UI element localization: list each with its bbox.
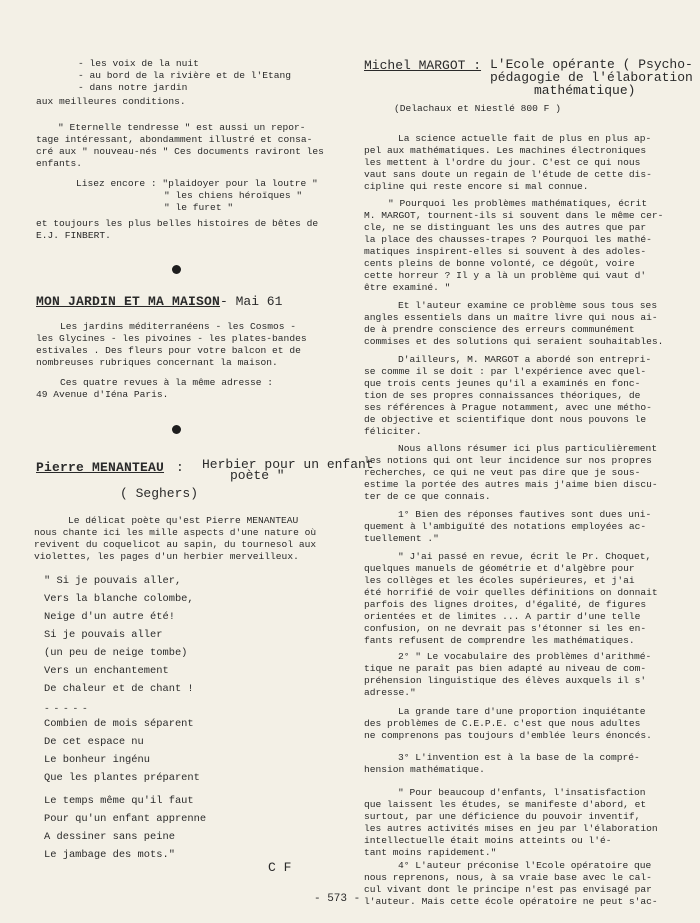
text-line: - les voix de la nuit	[78, 58, 199, 69]
text-line: ses références à Prague notamment, avec une métho-	[364, 402, 652, 413]
text-line: " J'ai passé en revue, écrit le Pr. Choquet,	[398, 551, 652, 562]
text-line: matiques inspirent-elles si souvent à des adoles-	[364, 246, 647, 257]
text-line: La science actuelle fait de plus en plus ap-	[398, 133, 652, 144]
text-line: les collèges et les écoles supérieures, et j'ai	[364, 575, 635, 586]
text-line: Lisez encore : "plaidoyer pour la loutre "	[76, 178, 318, 189]
text-line: La grande tare d'une proportion inquiétante	[398, 706, 646, 717]
text-line: l'auteur. Mais cette école opératoire ne peut s'ac-	[364, 896, 658, 907]
text-line: cipline qui reste encore si mal connue.	[364, 181, 589, 192]
text-line: les notions qui ont leur incidence sur nos propres	[364, 455, 652, 466]
text-line: être examiné. "	[364, 282, 451, 293]
text-line: nous chante ici les mille aspects d'une nature où	[34, 527, 317, 538]
signature: C F	[268, 860, 292, 875]
text-line: se comme il se doit : par l'expérience avec quel-	[364, 366, 647, 377]
text-line: nous reprenons, nous, à sa vraie base avec le cal-	[364, 872, 652, 883]
book-title: L'Ecole opérante ( Psycho-	[490, 57, 693, 72]
text-line: surtout, par une déficience du pouvoir inventif,	[364, 811, 641, 822]
text-line: que laissent les études, se manifeste d'abord, et	[364, 799, 647, 810]
text-line: aux meilleures conditions.	[36, 96, 186, 107]
poem-line: Vers la blanche colombe,	[44, 593, 194, 605]
text-line: :	[176, 460, 184, 475]
text-line: 4° L'auteur préconise l'Ecole opératoire que	[398, 860, 652, 871]
publisher: ( Seghers)	[120, 486, 199, 501]
author-name: Michel MARGOT :	[364, 58, 482, 73]
poem-line: De chaleur et de chant !	[44, 683, 194, 695]
text-line: recherches, ce qui ne veut pas dire que je sous-	[364, 467, 641, 478]
text-line: cré aux " nouveau-nés " Ces documents raviront les	[36, 146, 324, 157]
section-date: - Mai 61	[220, 294, 283, 309]
separator-bullet	[172, 425, 181, 434]
separator-bullet	[172, 265, 181, 274]
text-line: quement à l'ambiguïté des notations employées ac-	[364, 521, 647, 532]
poem-line: Le jambage des mots."	[44, 849, 175, 861]
text-line: Les jardins méditerranéens - les Cosmos -	[60, 321, 297, 332]
text-line: vaut sans doute un regain de l'étude de cette dis-	[364, 169, 652, 180]
text-line: 1° Bien des réponses fautives sont dues uni-	[398, 509, 652, 520]
poem-line: De cet espace nu	[44, 736, 144, 748]
poem-separator: - - - - -	[44, 703, 87, 714]
text-line: confusion, on ne devrait pas s'étonner si les en-	[364, 623, 647, 634]
book-title: mathématique)	[534, 83, 636, 98]
page-number: - 573 -	[314, 893, 361, 905]
text-line: - dans notre jardin	[78, 82, 188, 93]
poem-line: A dessiner sans peine	[44, 831, 175, 843]
poem-line: Si je pouvais aller	[44, 629, 163, 641]
text-line: cul vivant dont le principe n'est pas envisagé par	[364, 884, 652, 895]
text-line: cents pleins de bonne volonté, ce dégoût, voire	[364, 258, 635, 269]
text-line: estivales . Des fleurs pour votre balcon et de	[36, 345, 301, 356]
text-line: - au bord de la rivière et de l'Etang	[78, 70, 292, 81]
section-title: MON JARDIN ET MA MAISON	[36, 294, 221, 309]
text-line: angles essentiels dans un maître livre qui nous ai-	[364, 312, 658, 323]
text-line: commises et des solutions qui seraient souhaitables.	[364, 336, 664, 347]
text-line: la place des chausses-trapes ? Pourquoi les mathé-	[364, 234, 652, 245]
text-line: nombreuses rubriques concernant la maison.	[36, 357, 278, 368]
poem-line: Vers un enchantement	[44, 665, 169, 677]
text-line: 3° L'invention est à la base de la compré-	[398, 752, 640, 763]
text-line: Et l'auteur examine ce problème sous tous ses	[398, 300, 658, 311]
text-line: cette horreur ? Il y a là un problème qui vaut d'	[364, 270, 647, 281]
text-line: " Eternelle tendresse " est aussi un repor-	[58, 122, 306, 133]
poem-line: Le bonheur ingénu	[44, 754, 151, 766]
text-line: été horrifié de voir quelles définitions on donnait	[364, 587, 658, 598]
text-line: que trois cents jeunes qu'il a examinés en fonc-	[364, 378, 641, 389]
text-line: tion de ses propres connaissances théoriques, de	[364, 390, 641, 401]
text-line: tage intéressant, abondamment illustré et consa-	[36, 134, 313, 145]
poem-line: Combien de mois séparent	[44, 718, 194, 730]
author-name: Pierre MENANTEAU	[36, 460, 165, 475]
text-line: violettes, les pages d'un herbier merveilleux.	[34, 551, 299, 562]
text-line: D'ailleurs, M. MARGOT a abordé son entrepri-	[398, 354, 652, 365]
text-line: tant moins rapidement."	[364, 847, 497, 858]
text-line: ter de ce que connais.	[364, 491, 491, 502]
text-line: 49 Avenue d'Iéna Paris.	[36, 389, 169, 400]
book-title: Herbier pour un enfant	[202, 457, 374, 472]
text-line: revivent du coquelicot au sapin, du tournesol aux	[34, 539, 317, 550]
book-title: poète "	[230, 468, 285, 483]
text-line: intellectuelle était moins atteints ou l'é-	[364, 835, 612, 846]
text-line: et toujours les plus belles histoires de bêtes de	[36, 218, 319, 229]
text-line: féliciter.	[364, 426, 422, 437]
publisher: (Delachaux et Niestlé 800 F )	[394, 103, 561, 114]
text-line: M. MARGOT, tournent-ils si souvent dans le même cer-	[364, 210, 664, 221]
text-line: adresse."	[364, 687, 416, 698]
text-line: tuellement ."	[364, 533, 439, 544]
text-line: parfois des lignes droites, d'égalité, de figures	[364, 599, 647, 610]
text-line: les mettent à l'ordre du jour. C'est ce qui nous	[364, 157, 641, 168]
poem-line: Le temps même qu'il faut	[44, 795, 194, 807]
text-line: fants refusent de comprendre les mathématiques.	[364, 635, 635, 646]
text-line: Nous allons résumer ici plus particulièrement	[398, 443, 658, 454]
text-line: des problèmes de C.E.P.E. c'est que nous adultes	[364, 718, 641, 729]
poem-line: Que les plantes préparent	[44, 772, 200, 784]
text-line: tique ne paraît pas bien adapté au niveau de com-	[364, 663, 647, 674]
text-line: " le furet "	[164, 202, 234, 213]
poem-line: Pour qu'un enfant apprenne	[44, 813, 207, 825]
poem-line: Neige d'un autre été!	[44, 611, 175, 623]
text-line: les Glycines - les pivoines - les plates-bandes	[36, 333, 307, 344]
text-line: préhension linguistique des élèves auxquels il s'	[364, 675, 647, 686]
text-line: quelques manuels de géométrie et d'algèbre pour	[364, 563, 635, 574]
text-line: ne comprenons pas toujours d'emblée leurs énoncés.	[364, 730, 652, 741]
book-title: pédagogie de l'élaboration	[490, 70, 693, 85]
text-line: de à prendre conscience des erreurs communément	[364, 324, 635, 335]
text-line: estime la portée des autres mais j'aime bien discu-	[364, 479, 658, 490]
text-line: orientées et de limites ... A partir d'une telle	[364, 611, 641, 622]
text-line: " Pour beaucoup d'enfants, l'insatisfaction	[398, 787, 646, 798]
text-line: enfants.	[36, 158, 83, 169]
poem-line: " Si je pouvais aller,	[44, 575, 182, 587]
text-line: hension mathématique.	[364, 764, 485, 775]
poem-line: (un peu de neige tombe)	[44, 647, 188, 659]
text-line: " Pourquoi les problèmes mathématiques, écrit	[388, 198, 648, 209]
text-line: 2° " Le vocabulaire des problèmes d'arithmé-	[398, 651, 652, 662]
text-line: " les chiens héroïques "	[164, 190, 303, 201]
text-line: cle, ne se distinguant les uns des autres que par	[364, 222, 647, 233]
text-line: pel aux mathématiques. Les machines électroniques	[364, 145, 647, 156]
text-line: E.J. FINBERT.	[36, 230, 111, 241]
text-line: les autres activités mises en jeu par l'élaboration	[364, 823, 658, 834]
text-line: Le délicat poète qu'est Pierre MENANTEAU	[68, 515, 299, 526]
text-line: de objective et scientifique dont nous pouvons le	[364, 414, 647, 425]
text-line: Ces quatre revues à la même adresse :	[60, 377, 274, 388]
